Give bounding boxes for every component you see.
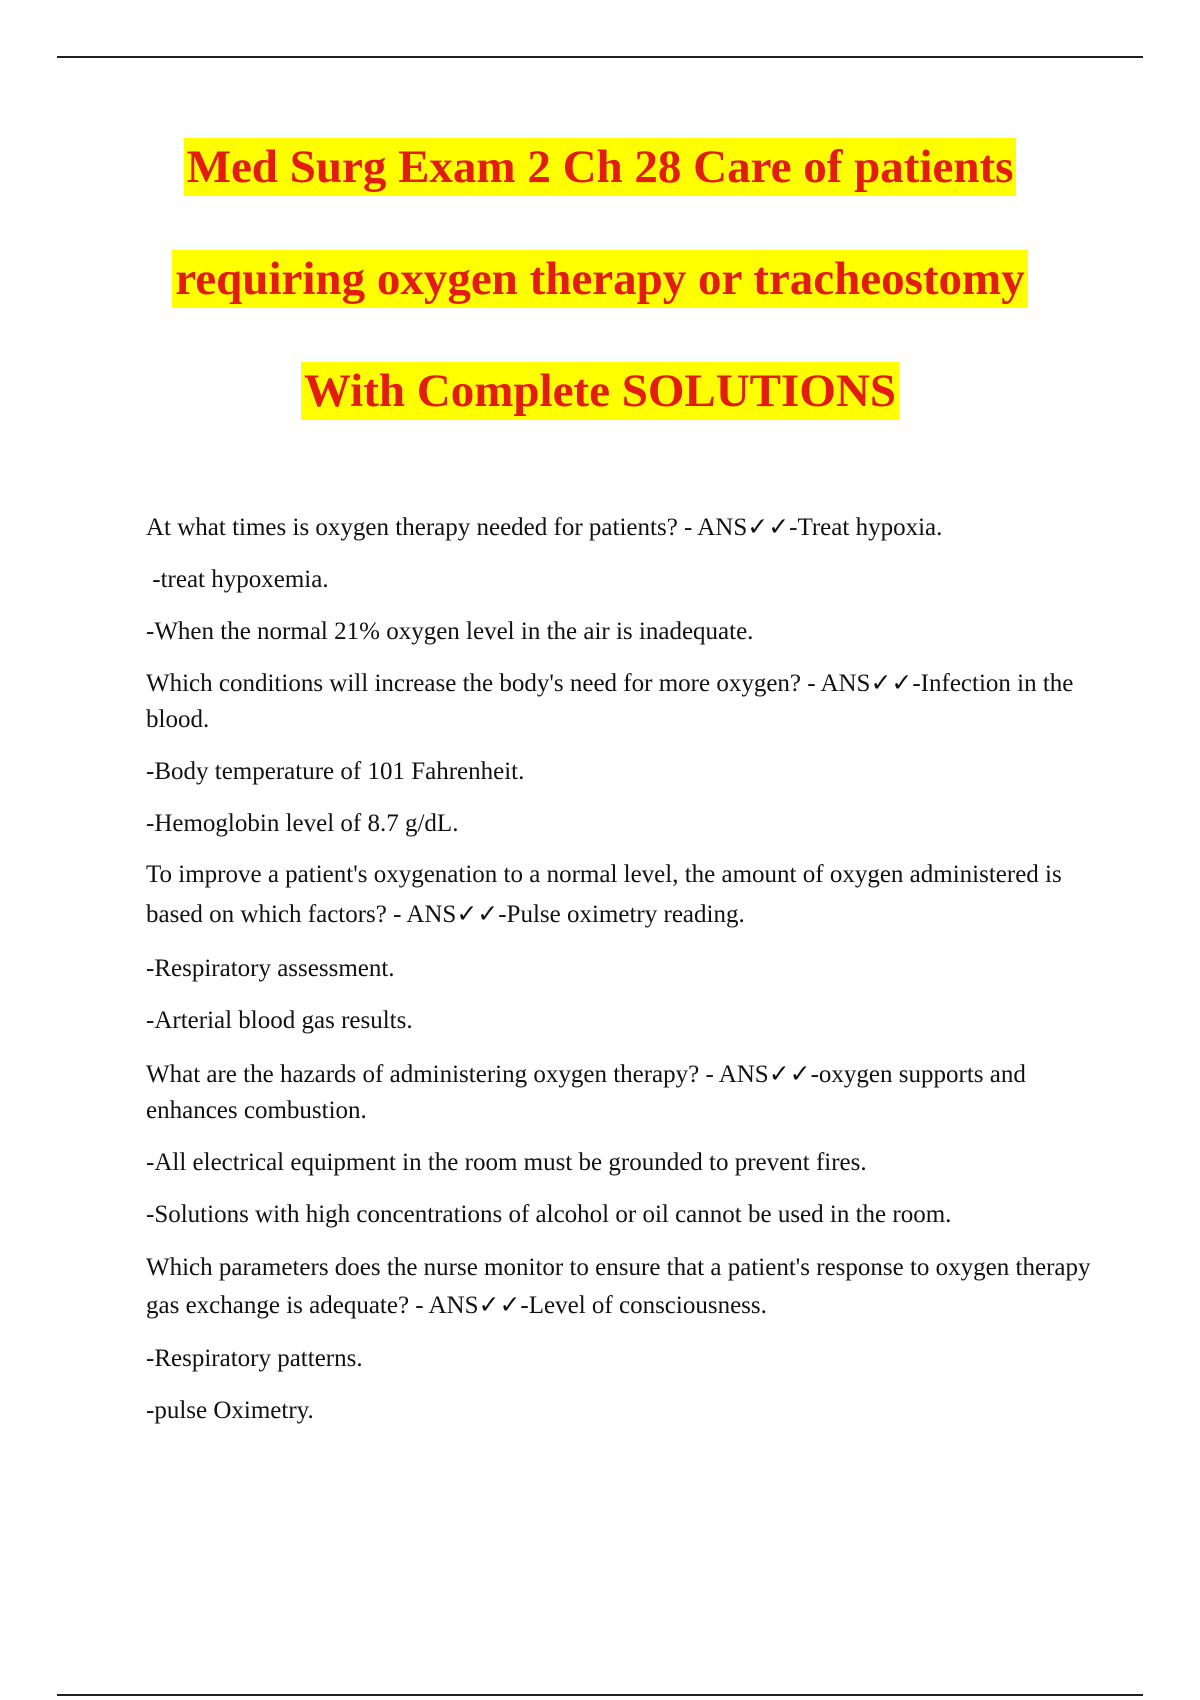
question-paragraph: To improve a patient's oxygenation to a normal level, the amount of oxygen administered is based on which factors? - ANS✓✓-Pulse oximetry reading. [146, 861, 1062, 928]
answer-paragraph: -Solutions with high concentrations of alcohol or oil cannot be used in the room. [146, 1201, 952, 1228]
answer-paragraph: -All electrical equipment in the room must be grounded to prevent fires. [146, 1149, 867, 1176]
answer-paragraph: -Respiratory assessment. [146, 955, 395, 982]
answer-paragraph: -Hemoglobin level of 8.7 g/dL. [146, 810, 459, 837]
bottom-rule [57, 1694, 1143, 1696]
document-title [0, 138, 1200, 474]
title-line-2: requiring oxygen therapy or tracheostomy [172, 250, 1027, 308]
question-paragraph: At what times is oxygen therapy needed for patients? - ANS✓✓-Treat hypoxia. [146, 514, 943, 541]
question-paragraph: Which conditions will increase the body's need for more oxygen? - ANS✓✓-Infection in the blood. [146, 670, 1074, 733]
top-rule [57, 56, 1143, 58]
answer-paragraph: -Respiratory patterns. [146, 1345, 363, 1372]
answer-paragraph: -When the normal 21% oxygen level in the air is inadequate. [146, 618, 754, 645]
title-line-3: With Complete SOLUTIONS [301, 362, 899, 420]
document-body [146, 510, 1106, 1429]
title-line-1: Med Surg Exam 2 Ch 28 Care of patients [184, 138, 1017, 196]
question-paragraph: What are the hazards of administering oxygen therapy? - ANS✓✓-oxygen supports and enhances combustion. [146, 1061, 1026, 1124]
answer-paragraph: -pulse Oximetry. [146, 1397, 314, 1424]
answer-paragraph: -Body temperature of 101 Fahrenheit. [146, 758, 525, 785]
answer-paragraph: -treat hypoxemia. [146, 566, 329, 593]
answer-paragraph: -Arterial blood gas results. [146, 1007, 413, 1034]
question-paragraph: Which parameters does the nurse monitor to ensure that a patient's response to oxygen therapy gas exchange is adequate? - ANS✓✓-Level of consciousness. [146, 1254, 1091, 1319]
